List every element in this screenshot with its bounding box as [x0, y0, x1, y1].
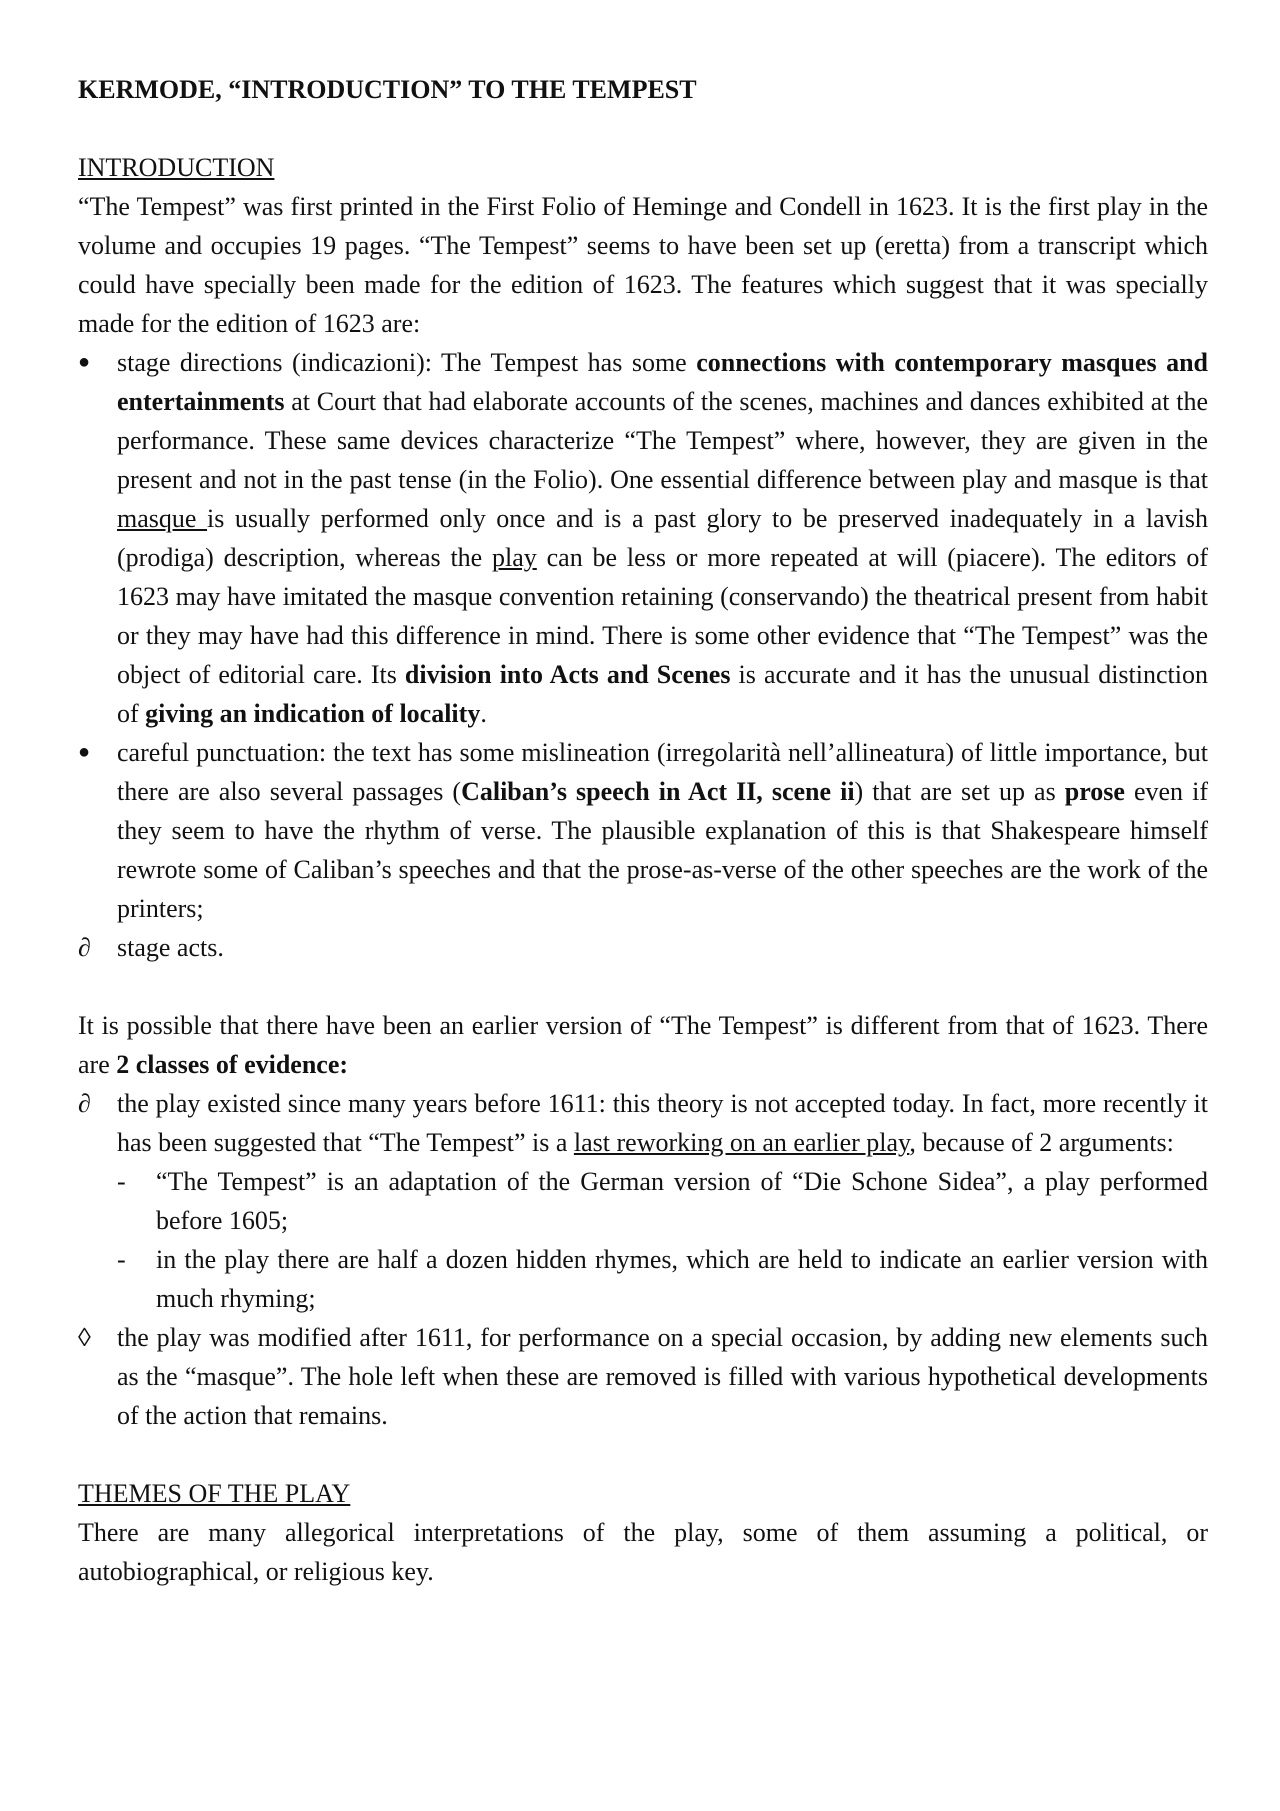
bold-run: giving an indication of locality: [145, 699, 481, 728]
bold-run: 2 classes of evidence:: [116, 1050, 349, 1079]
text-run: is accurate and it has the unusual distinction of: [117, 660, 1208, 728]
list-item-stage-acts: [78, 928, 1208, 967]
text-run: .: [480, 699, 487, 728]
themes-paragraph: There are many allegorical interpretations of the play, some of them assuming a political, or autobiographical, or religious key.: [78, 1518, 1208, 1586]
spacer: [78, 1435, 1208, 1474]
bold-run: connections with contemporary masques and entertainments: [117, 348, 1208, 416]
text-run: is usually performed only once and is a past glory to be preserved inadequately in a lavish (prodiga) description, whereas the: [117, 504, 1209, 572]
bold-run: division into Acts and Scenes: [404, 660, 731, 689]
list-item-argument: [117, 1162, 1208, 1240]
spacer: [78, 967, 1208, 1006]
partial-symbol-icon: ∂: [78, 933, 91, 962]
text-run: the play was modified after 1611, for performance on a special occasion, by adding new elements such as the “masque”. The hole left when these are removed is filled with various hypothetical developments of the action that remains.: [117, 1323, 1208, 1430]
list-item-evidence-modified: [78, 1318, 1208, 1435]
list-item-stage-directions: [78, 343, 1208, 733]
partial-symbol-icon: ∂: [78, 1089, 91, 1118]
underlined-run: play: [492, 543, 537, 572]
dash-icon: -: [117, 1167, 126, 1196]
bold-run: Caliban’s speech in Act II, scene ii: [461, 777, 855, 806]
evidence-list: [78, 1084, 1208, 1435]
bold-run: prose: [1064, 777, 1125, 806]
list-item-argument: [117, 1240, 1208, 1318]
text-run: even if they seem to have the rhythm of verse. The plausible explanation of this is that Shakespeare himself rewrote some of Caliban’s speeches and that the prose-as-verse of the other speeches are the work of the printers;: [117, 777, 1208, 923]
bullet-icon: ●: [78, 741, 91, 763]
dash-icon: -: [117, 1245, 126, 1274]
text-run: It is possible that there have been an earlier version of “The Tempest” is different from that of 1623. There are: [78, 1011, 1208, 1079]
text-run: ) that are set up as: [854, 777, 1065, 806]
earlier-version-paragraph: [78, 1006, 1208, 1084]
text-run: “The Tempest” is an adaptation of the German version of “Die Schone Sidea”, a play performed before 1605;: [156, 1167, 1208, 1235]
text-run: can be less or more repeated at will (piacere). The editors of 1623 may have imitated the masque convention retaining (conservando) the theatrical present from habit or they may have had this difference in mind. There is some other evidence that “The Tempest” was the object of editorial care. Its: [117, 543, 1209, 689]
underlined-run: last reworking on an earlier play: [573, 1128, 910, 1157]
text-run: in the play there are half a dozen hidden rhymes, which are held to indicate an earlier version with much rhyming;: [156, 1245, 1208, 1313]
text-run: , because of 2 arguments:: [909, 1128, 1174, 1157]
list-item-punctuation: [78, 733, 1208, 928]
document-title: KERMODE, “INTRODUCTION” TO THE TEMPEST: [78, 75, 697, 104]
text-run: the play existed since many years before 1611: this theory is not accepted today. In fact, more recently it has been suggested that “The Tempest” is a: [117, 1089, 1208, 1157]
list-item-evidence-existed: [78, 1084, 1208, 1318]
bullet-icon: ●: [78, 351, 91, 373]
lozenge-icon: ◊: [78, 1323, 91, 1352]
text-run: stage acts.: [117, 933, 224, 962]
section-heading-themes: THEMES OF THE PLAY: [78, 1479, 351, 1508]
document-page: [78, 70, 1208, 1591]
text-run: stage directions (indicazioni): The Tempest has some: [117, 348, 697, 377]
underlined-run: masque: [117, 504, 208, 533]
intro-paragraph: “The Tempest” was first printed in the First Folio of Heminge and Condell in 1623. It is the first play in the volume and occupies 19 pages. “The Tempest” seems to have been set up (eretta) from a transcript which could have specially been made for the edition of 1623. The features which suggest that it was specially made for the edition of 1623 are:: [78, 192, 1208, 338]
text-run: careful punctuation: the text has some mislineation (irregolarità nell’allineatura) of little importance, but there are also several passages (: [117, 738, 1208, 806]
section-heading-introduction: INTRODUCTION: [78, 153, 275, 182]
text-run: at Court that had elaborate accounts of the scenes, machines and dances exhibited at the performance. These same devices characterize “The Tempest” where, however, they are given in the present and not in the past tense (in the Folio). One essential difference between play and masque is that: [117, 387, 1208, 494]
features-list: [78, 343, 1208, 967]
arguments-list: [117, 1162, 1208, 1318]
